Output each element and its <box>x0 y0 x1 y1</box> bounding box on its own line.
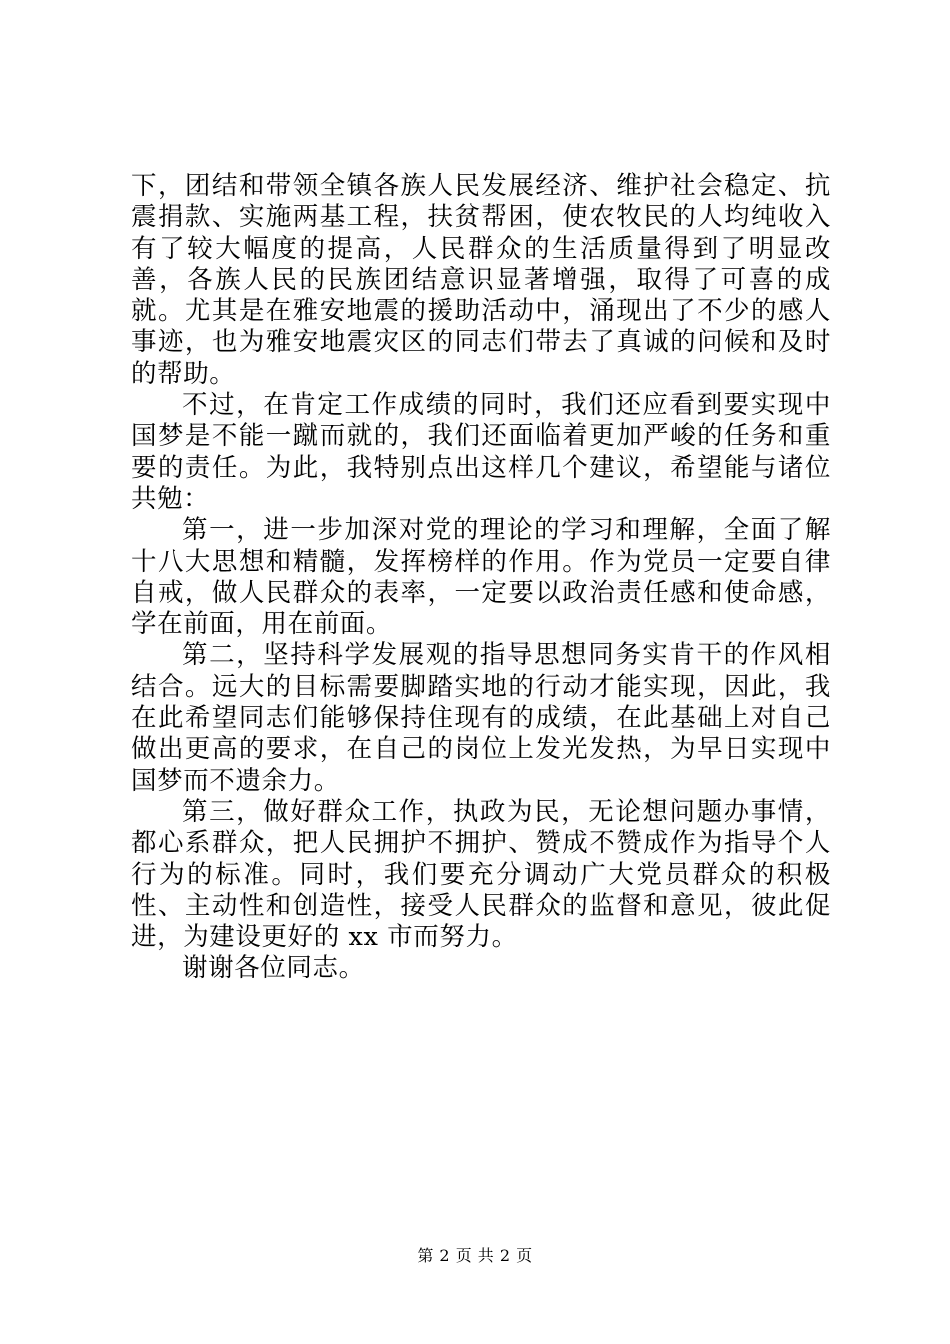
document-body <box>131 171 831 985</box>
paragraph-5: 第三，做好群众工作，执政为民，无论想问题办事情，都心系群众，把人民拥护不拥护、赞成不赞成作为指导个人行为的标准。同时，我们要充分调动广大党员群众的积极性、主动性和创造性，接受人民群众的监督和意见，彼此促进，为建设更好的 xx 市而努力。 <box>131 796 831 953</box>
paragraph-6: 谢谢各位同志。 <box>182 953 365 984</box>
page-number-footer: 第 2 页 共 2 页 <box>417 1246 533 1265</box>
paragraph-1: 下，团结和带领全镇各族人民发展经济、维护社会稳定、抗震捐款、实施两基工程，扶贫帮困，使农牧民的人均纯收入有了较大幅度的提高，人民群众的生活质量得到了明显改善，各族人民的民族团结意识显著增强，取得了可喜的成就。尤其是在雅安地震的援助活动中，涌现出了不少的感人事迹，也为雅安地震灾区的同志们带去了真诚的问候和及时的帮助。 <box>131 171 831 389</box>
paragraph-2: 不过，在肯定工作成绩的同时，我们还应看到要实现中国梦是不能一蹴而就的，我们还面临着更加严峻的任务和重要的责任。为此，我特别点出这样几个建议，希望能与诸位共勉： <box>131 390 831 514</box>
paragraph-3: 第一，进一步加深对党的理论的学习和理解，全面了解十八大思想和精髓，发挥榜样的作用。作为党员一定要自律自戒，做人民群众的表率，一定要以政治责任感和使命感，学在前面，用在前面。 <box>131 515 831 640</box>
paragraph-4: 第二，坚持科学发展观的指导思想同务实肯干的作风相结合。远大的目标需要脚踏实地的行动才能实现，因此，我在此希望同志们能够保持住现有的成绩，在此基础上对自己做出更高的要求，在自己的岗位上发光发热，为早日实现中国梦而不遗余力。 <box>131 640 831 796</box>
